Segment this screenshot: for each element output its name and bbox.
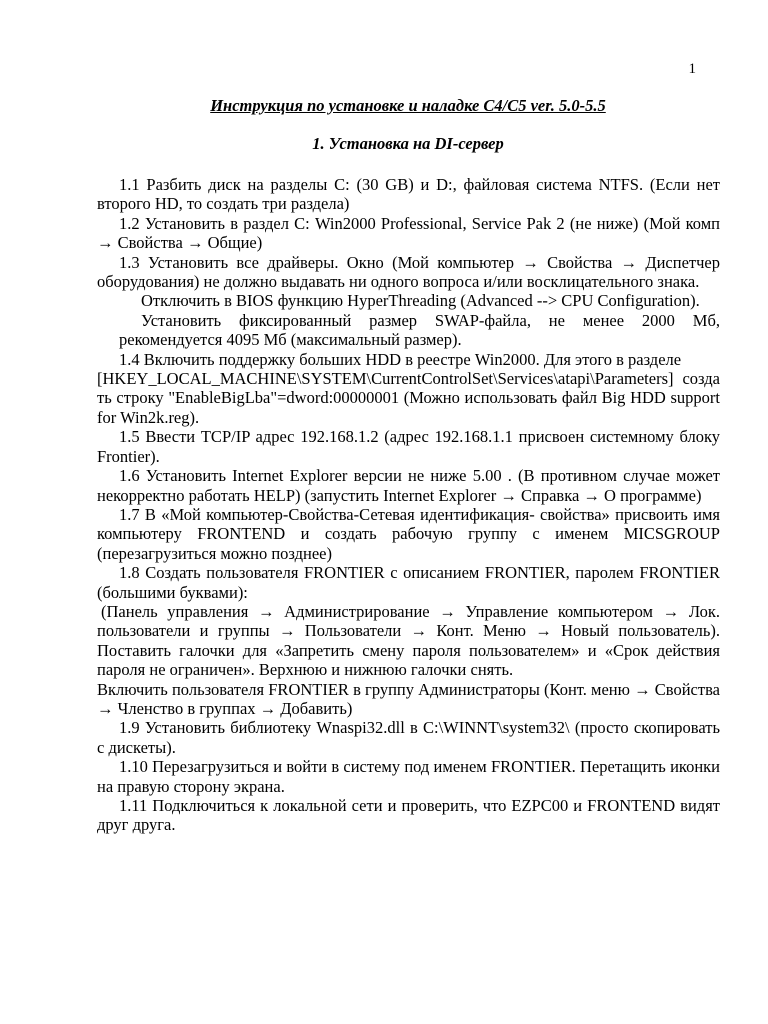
- paragraph-admin-group: Включить пользователя FRONTIER в группу Администраторы (Конт. меню → Свойства → Членство в группах → Добавить): [97, 679, 720, 718]
- paragraph-1-7: 1.7 В «Мой компьютер-Свойства-Сетевая идентификация- свойства» присвоить имя компьютеру FRONTEND и создать рабочую группу с именем MICSGROUP (перезагрузиться можно позднее): [97, 504, 720, 563]
- paragraph-1-9: 1.9 Установить библиотеку Wnaspi32.dll в C:\WINNT\system32\ (просто скопировать с дискеты).: [97, 718, 720, 757]
- paragraph-swap: Установить фиксированный размер SWAP-файла, не менее 2000 Мб, рекомендуется 4095 Мб (максимальный размер).: [119, 310, 720, 350]
- paragraph-1-1: 1.1 Разбить диск на разделы С: (30 GB) и D:, файловая система NTFS. (Если нет второго HD, то создать три раздела): [97, 175, 720, 214]
- page-number: 1: [688, 61, 696, 77]
- paragraph-1-2: 1.2 Установить в раздел С: Win2000 Professional, Service Pak 2 (не ниже) (Мой комп → Свойства → Общие): [97, 213, 720, 253]
- paragraph-1-4: 1.4 Включить поддержку больших HDD в реестре Win2000. Для этого в разделе: [119, 349, 682, 369]
- paragraph-user-steps: (Панель управления → Администрирование → Управление компьютером → Лок. пользователи и группы → Пользователи → Конт. Меню → Новый пользователь). Поставить галочки для «Запретить смену пароля пользователем» и «Срок действия пароля не ограничен». Верхнюю и нижнюю галочки снять.: [97, 601, 720, 680]
- paragraph-1-3: 1.3 Установить все драйверы. Окно (Мой компьютер → Свойства → Диспетчер оборудования) не должно выдавать ни одного вопроса и/или восклицательного знака.: [97, 252, 720, 292]
- paragraph-1-5: 1.5 Ввести TCP/IP адрес 192.168.1.2 (адрес 192.168.1.1 присвоен системному блоку Frontier).: [97, 427, 720, 466]
- paragraph-registry: [HKEY_LOCAL_MACHINE\SYSTEM\CurrentControlSet\Services\atapi\Parameters] создать строку "EnableBigLba"=dword:00000001 (Можно использовать файл Big HDD support for Win2k.reg).: [97, 369, 720, 427]
- paragraph-1-8: 1.8 Создать пользователя FRONTIER с описанием FRONTIER, паролем FRONTIER (большими буквами):: [97, 563, 720, 602]
- paragraph-1-10: 1.10 Перезагрузиться и войти в систему под именем FRONTIER. Перетащить иконки на правую сторону экрана.: [97, 757, 720, 796]
- paragraph-1-11: 1.11 Подключиться к локальной сети и проверить, что EZPC00 и FRONTEND видят друг друга.: [97, 796, 720, 835]
- paragraph-bios: Отключить в BIOS функцию HyperThreading (Advanced --> CPU Configuration).: [141, 291, 700, 311]
- section-heading: 1. Установка на DI-сервер: [312, 134, 504, 153]
- document-title: Инструкция по установке и наладке С4/С5 ver. 5.0-5.5: [210, 96, 606, 115]
- document-body: [97, 175, 720, 835]
- paragraph-1-6: 1.6 Установить Internet Explorer версии не ниже 5.00 . (В противном случае может некорректно работать HELP) (запустить Internet Explorer → Справка → О программе): [97, 466, 720, 505]
